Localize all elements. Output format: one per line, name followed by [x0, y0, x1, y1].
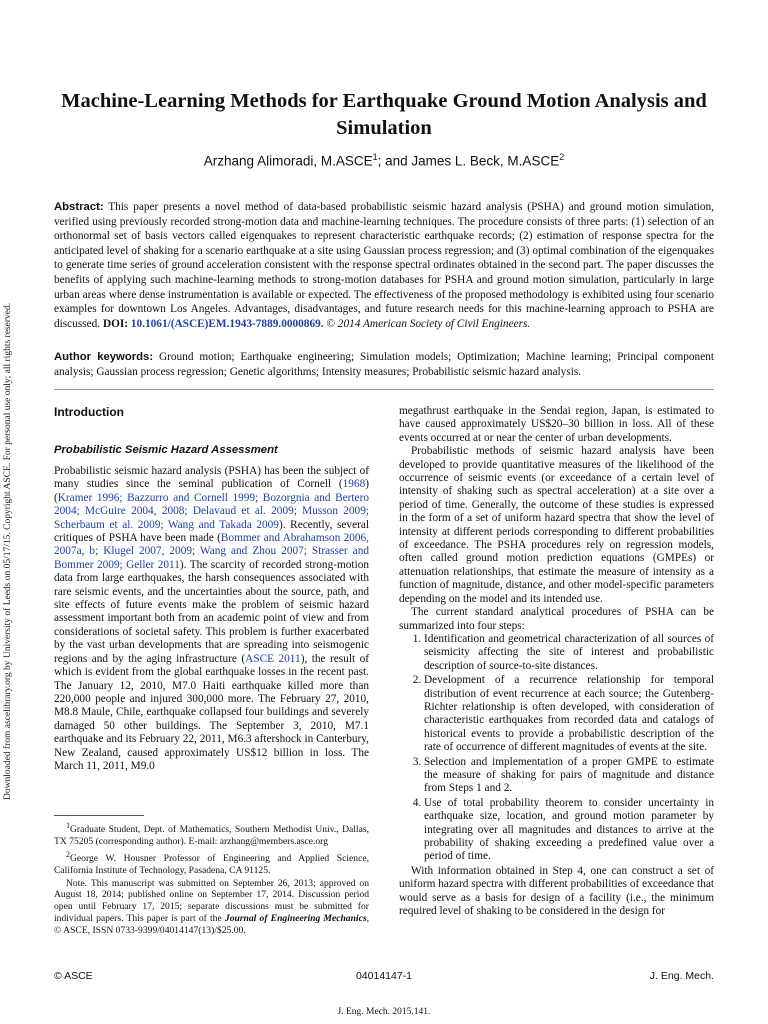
right-paragraph-3: The current standard analytical procedures of PSHA can be summarized into four steps:: [399, 606, 714, 632]
footer-journal: J. Eng. Mech.: [649, 970, 714, 982]
footnote-divider: [54, 815, 144, 816]
list-item: 4. Use of total probability theorem to consider uncertainty in earthquake size, location, and ground motion parameter by integrating over all magnitudes and distances to arrive at the probability of shaking exceeding a predefined value over a period of time.: [424, 797, 714, 864]
list-item: 3. Selection and implementation of a proper GMPE to estimate the measure of shaking for pairs of magnitude and distance from Steps 1 and 2.: [424, 756, 714, 796]
refs-critiques-link[interactable]: Bommer and Abrahamson 2006, 2007a, b; Klugel 2007, 2009; Wang and Zhou 2007; Strasser and Bommer 2009; Geller 2011: [54, 532, 369, 571]
download-stamp: [2, 240, 16, 800]
right-paragraph-1: megathrust earthquake in the Sendai region, Japan, is estimated to have caused approximately US$20–30 billion in loss. All of these events occurred at or near the center of urban developments.: [399, 405, 714, 444]
citation-line: J. Eng. Mech. 2015.141.: [337, 1007, 431, 1017]
paper-title: Machine-Learning Methods for Earthquake Ground Motion Analysis and Simulation: [61, 90, 707, 139]
footnote-1-marker: 1: [66, 821, 70, 830]
abstract: [54, 200, 714, 331]
heading-introduction: Introduction: [54, 405, 124, 419]
keywords-text: Ground motion; Earthquake engineering; Simulation models; Optimization; Machine learning; Principal component analysis; Gaussian process regression; Genetic algorithms; Intensity measures; Probabilistic seismic hazard analysis.: [54, 351, 714, 378]
author-1-affil: 1: [372, 152, 378, 162]
right-paragraph-2: Probabilistic methods of seismic hazard analysis have been developed to provide quantitative measures of the likelihood of the occurrence of seismic events (or exceedance of a certain level of intensity of shaking such as spectral acceleration) at a site over a period of time. Generally, the outcome of these studies is expressed in the form of a set of uniform hazard spectra that show the level of intensity at different periods corresponding to different probabilities of exceedance. The PSHA procedures rely on regression models, often called ground motion prediction equations (GMPEs) or attenuation relationships, that estimate the measure of intensity as a function of magnitude, distance, and other model-specific parameters depending on the model and its intended use.: [399, 445, 714, 605]
footnote-2-text: George W. Housner Professor of Engineering and Applied Science, California Institute of Technology, Pasadena, CA 91125.: [54, 852, 369, 876]
footnotes: [54, 820, 369, 938]
note-text-1: Note. This manuscript was submitted on September 26, 2013; approved on August 18, 2014; published online on September 17, 2014. Discussion period open until February 17, 2015; separate discussions must be submitted for individual papers. This paper is part of the: [54, 877, 369, 924]
list-item: 2. Development of a recurrence relationship for temporal distribution of event recurrence at each source; the Gutenberg-Richter relationship is often developed, with consideration of characteristic earthquakes from recorded data and catalogs of historical events to provide a probabilistic description of the rate of occurrence of different magnitudes of events at the site.: [424, 674, 714, 754]
keywords-label: Author keywords:: [54, 351, 154, 363]
author-separator: ; and James L. Beck, M.ASCE: [377, 153, 560, 169]
download-stamp-text: Downloaded from ascelibrary.org by University of Leeds on 05/17/15. Copyright ASCE. For personal use only; all rights reserved.: [3, 302, 13, 800]
footnote-1: [54, 820, 369, 848]
intro-text-4: ). The scarcity of recorded strong-motion data from large earthquakes, the harsh consequences associated with rare seismic events, and the uncertainties about the source, path, and site effects of future events make the problem of seismic hazard assessment important both from an academic point of view and from considerations of societal safety. This problem is further exacerbated by the vast urban developments that are spreading into seismogenic regions and by the aging infrastructure (: [54, 558, 369, 665]
author-2-affil: 2: [559, 152, 565, 162]
ref-cornell-link[interactable]: 1968: [342, 478, 366, 491]
right-column: [399, 405, 714, 918]
author-line: [54, 152, 714, 169]
abstract-text: This paper presents a novel method of data-based probabilistic seismic hazard analysis (PSHA) and ground motion simulation, verified using previously recorded strong-motion data and machine-learning techniques. The procedure consists of three parts: (1) selection of an orthonormal set of basis vectors called eigenquakes to represent characteristic earthquake records; (2) estimation of response spectra for the anticipated level of shaking for a scenario earthquake at a site using Gaussian process regression; and (3) optimal combination of the eigenquakes to generate time series of ground acceleration consistent with the response spectral ordinates obtained in the second part. The paper discusses the benefits of applying such machine-learning methods to strong-motion databases for PSHA and ground motion simulation, particularly in large urban areas where dense instrumentation is available or expected. The effectiveness of the proposed methodology is exhibited using four scenario examples for downtown Los Angeles. Advantages, disadvantages, and future research needs for this machine-learning approach to PSHA are discussed.: [54, 201, 714, 330]
manuscript-note: [54, 878, 369, 937]
abstract-label: Abstract:: [54, 201, 104, 213]
author-keywords: [54, 350, 714, 379]
ref-asce-link[interactable]: ASCE 2011: [245, 652, 301, 665]
footer-page-id: 04014147-1: [355, 970, 413, 982]
doi-label: DOI:: [102, 317, 129, 330]
note-text-2: , © ASCE, ISSN 0733-9399/04014147(13)/$25.00.: [54, 912, 369, 936]
author-1: Arzhang Alimoradi, M.ASCE: [203, 153, 373, 169]
left-column: [54, 405, 369, 773]
section-divider: [54, 389, 714, 390]
intro-paragraph: [54, 465, 369, 773]
footnote-2: [54, 849, 369, 877]
journal-name: Journal of Engineering Mechanics: [224, 912, 367, 924]
psha-steps-list: [399, 633, 714, 864]
heading-psha: Probabilistic Seismic Hazard Assessment: [54, 444, 278, 456]
footer-copyright: © ASCE: [54, 970, 93, 982]
intro-text-1: Probabilistic seismic hazard analysis (PSHA) has been the subject of many studies since the seminal publication of Cornell (: [54, 465, 369, 491]
right-paragraph-4: With information obtained in Step 4, one can construct a set of uniform hazard spectra with different probabilities of exceedance that would serve as a basis for design of a facility (i.e., the minimum required level of shaking to be considered in the design for: [399, 864, 714, 918]
list-item: 1. Identification and geometrical characterization of all sources of seismicity affecting the site of interest and probabilistic description of source-to-site distances.: [424, 633, 714, 673]
intro-text-3: ). Recently, several critiques of PSHA have been made (: [54, 518, 370, 545]
doi-link[interactable]: 10.1061/(ASCE)EM.1943-7889.0000869.: [130, 317, 324, 330]
intro-text-2: ) (: [54, 478, 369, 504]
intro-text-5: ), the result of which is evident from the global earthquake losses in the recent past. The January 12, 2010, M7.0 Haiti earthquake killed more than 220,000 people and injured 300,000 more. The February 27, 2010, M8.8 Maule, Chile, earthquake collapsed four buildings and severely damaged 50 other buildings. The September 3, 2010, M7.1 earthquake and its February 22, 2011, M6.3 aftershock in Canterbury, New Zealand, caused approximately US$12 billion in loss. The March 11, 2011, M9.0: [54, 652, 369, 772]
abstract-copyright: © 2014 American Society of Civil Engineers.: [323, 317, 531, 330]
footnote-2-marker: 2: [66, 849, 70, 859]
footnote-1-text: Graduate Student, Dept. of Mathematics, Southern Methodist Univ., Dallas, TX 75205 (corresponding author). E-mail: arzhang@members.asce.org: [54, 824, 369, 847]
refs-pshs-studies-link[interactable]: Kramer 1996; Bazzurro and Cornell 1999; Bozorgnia and Bertero 2004; McGuire 2004, 2008; Delavaud et al. 2009; Musson 2009; Scherbaum et al. 2009; Wang and Takada 2009: [54, 491, 369, 531]
